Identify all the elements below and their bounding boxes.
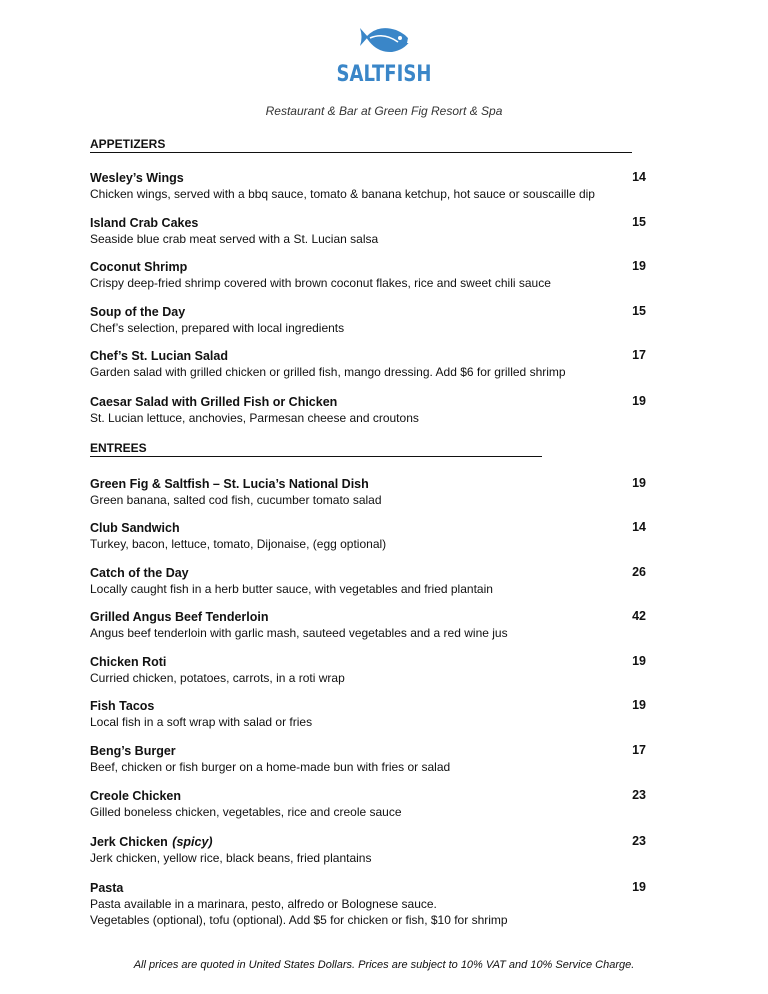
item-description: Local fish in a soft wrap with salad or fries [90,715,313,729]
item-description: Curried chicken, potatoes, carrots, in a roti wrap [90,671,345,685]
item-description: Chef’s selection, prepared with local ingredients [90,321,345,335]
brand-name: SALTFISH [336,62,432,87]
item-price: 19 [632,394,646,408]
item-name: Jerk Chicken [90,835,168,849]
item-description: Gilled boneless chicken, vegetables, rice and creole sauce [90,805,402,819]
item-price: 17 [632,348,646,362]
item-description: Green banana, salted cod fish, cucumber tomato salad [90,493,382,507]
item-name: Caesar Salad with Grilled Fish or Chicken [90,395,338,409]
item-price: 15 [632,304,646,318]
item-price: 26 [632,565,646,579]
item-price: 23 [632,834,646,848]
item-name: Soup of the Day [90,305,186,319]
item-price: 19 [632,880,646,894]
fish-icon [354,24,414,58]
menu-item [90,833,646,866]
menu-item [90,564,646,597]
menu-item [90,214,646,247]
item-name: Chicken Roti [90,655,167,669]
item-price: 19 [632,654,646,668]
menu-item [90,258,646,291]
item-price: 19 [632,259,646,273]
section-heading-entrees: ENTREES [90,441,542,457]
item-name: Club Sandwich [90,521,180,535]
restaurant-logo [0,24,768,87]
menu-item [90,653,646,686]
item-name: Beng’s Burger [90,744,176,758]
price-footnote: All prices are quoted in United States Dollars. Prices are subject to 10% VAT and 10% Service Charge. [133,959,635,971]
item-price: 14 [632,520,646,534]
item-description: Chicken wings, served with a bbq sauce, tomato & banana ketchup, hot sauce or souscaille dip [90,187,595,201]
item-description: Crispy deep-fried shrimp covered with brown coconut flakes, rice and sweet chili sauce [90,276,551,290]
menu-item [90,347,646,380]
item-description: Garden salad with grilled chicken or grilled fish, mango dressing. Add $6 for grilled shrimp [90,365,566,379]
tagline: Restaurant & Bar at Green Fig Resort & Spa [265,104,503,118]
item-description: Pasta available in a marinara, pesto, alfredo or Bolognese sauce. [90,897,437,911]
item-price: 14 [632,170,646,184]
item-name: Coconut Shrimp [90,260,188,274]
item-description: St. Lucian lettuce, anchovies, Parmesan cheese and croutons [90,411,419,425]
item-name: Catch of the Day [90,566,189,580]
menu-item [90,519,646,552]
menu-item [90,697,646,730]
item-description: Turkey, bacon, lettuce, tomato, Dijonaise, (egg optional) [90,537,387,551]
menu-item [90,787,646,820]
item-price: 17 [632,743,646,757]
item-name: Chef’s St. Lucian Salad [90,349,228,363]
menu-item [90,475,646,508]
item-description: Jerk chicken, yellow rice, black beans, fried plantains [90,851,372,865]
item-name: Island Crab Cakes [90,216,199,230]
item-name: Creole Chicken [90,789,182,803]
item-name: Pasta [90,881,124,895]
item-name: Grilled Angus Beef Tenderloin [90,610,269,624]
item-price: 19 [632,698,646,712]
menu-item [90,742,646,775]
item-price: 23 [632,788,646,802]
menu-item [90,169,646,202]
item-description-line-2: Vegetables (optional), tofu (optional). Add $5 for chicken or fish, $10 for shrimp [90,913,508,927]
menu-item [90,608,646,641]
item-price: 15 [632,215,646,229]
item-name: Wesley’s Wings [90,171,184,185]
item-description: Angus beef tenderloin with garlic mash, sauteed vegetables and a red wine jus [90,626,508,640]
item-name: Green Fig & Saltfish – St. Lucia’s National Dish [90,477,369,491]
item-price: 19 [632,476,646,490]
section-heading-appetizers: APPETIZERS [90,137,632,153]
item-description: Seaside blue crab meat served with a St. Lucian salsa [90,232,379,246]
menu-item [90,393,646,426]
menu-item [90,303,646,336]
menu-item [90,879,646,928]
item-name-note: (spicy) [172,835,213,849]
item-description: Beef, chicken or fish burger on a home-made bun with fries or salad [90,760,451,774]
item-description: Locally caught fish in a herb butter sauce, with vegetables and fried plantain [90,582,493,596]
item-name: Fish Tacos [90,699,155,713]
item-price: 42 [632,609,646,623]
